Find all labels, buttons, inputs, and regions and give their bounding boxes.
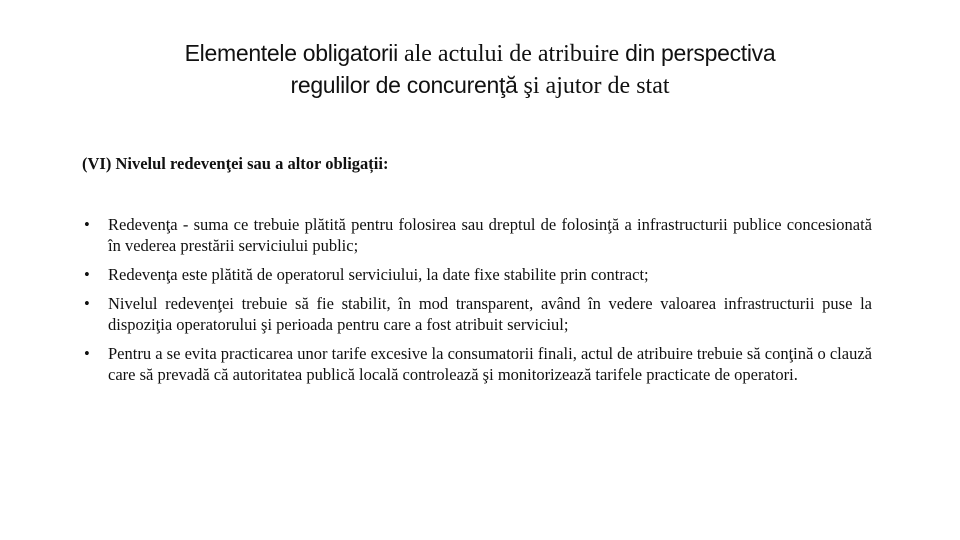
list-item-text: Redevenţa - suma ce trebuie plătită pentru folosirea sau dreptul de folosinţă a infrastructurii publice concesionată în vederea prestării serviciului public; (108, 215, 872, 255)
bullet-icon: • (84, 294, 90, 313)
title-segment: din perspectiva (625, 40, 776, 66)
title-segment: regulilor de concurenţă (290, 72, 518, 98)
title-segment: şi ajutor de stat (517, 73, 670, 99)
bullet-icon: • (84, 215, 90, 234)
title-segment: ale actului de atribuire (397, 41, 626, 67)
list-item-text: Redevenţa este plătită de operatorul serviciului, la date fixe stabilite prin contract; (108, 265, 649, 284)
title-line-1 (80, 38, 880, 70)
title-segment: Elementele obligatorii (184, 40, 398, 66)
title-line-2 (80, 70, 880, 102)
list-item (82, 214, 872, 256)
list-item-text: Nivelul redevenţei trebuie să fie stabilit, în mod transparent, având în vedere valoarea infrastructurii puse la dispoziţia operatorului şi perioada pentru care a fost atribuit serviciul; (108, 294, 872, 334)
bullet-icon: • (84, 344, 90, 363)
list-item (82, 264, 872, 285)
list-item (82, 293, 872, 335)
list-item-text: Pentru a se evita practicarea unor tarife excesive la consumatorii finali, actul de atribuire trebuie să conţină o clauză care să prevadă că autoritatea publică locală controlează şi monitorizează tarifele practicate de operatori. (108, 344, 872, 384)
bullet-icon: • (84, 265, 90, 284)
slide-title (80, 38, 880, 102)
bullet-list (82, 214, 872, 385)
list-item (82, 343, 872, 385)
section-subheading: (VI) Nivelul redevenţei sau a altor obligații: (82, 154, 389, 173)
